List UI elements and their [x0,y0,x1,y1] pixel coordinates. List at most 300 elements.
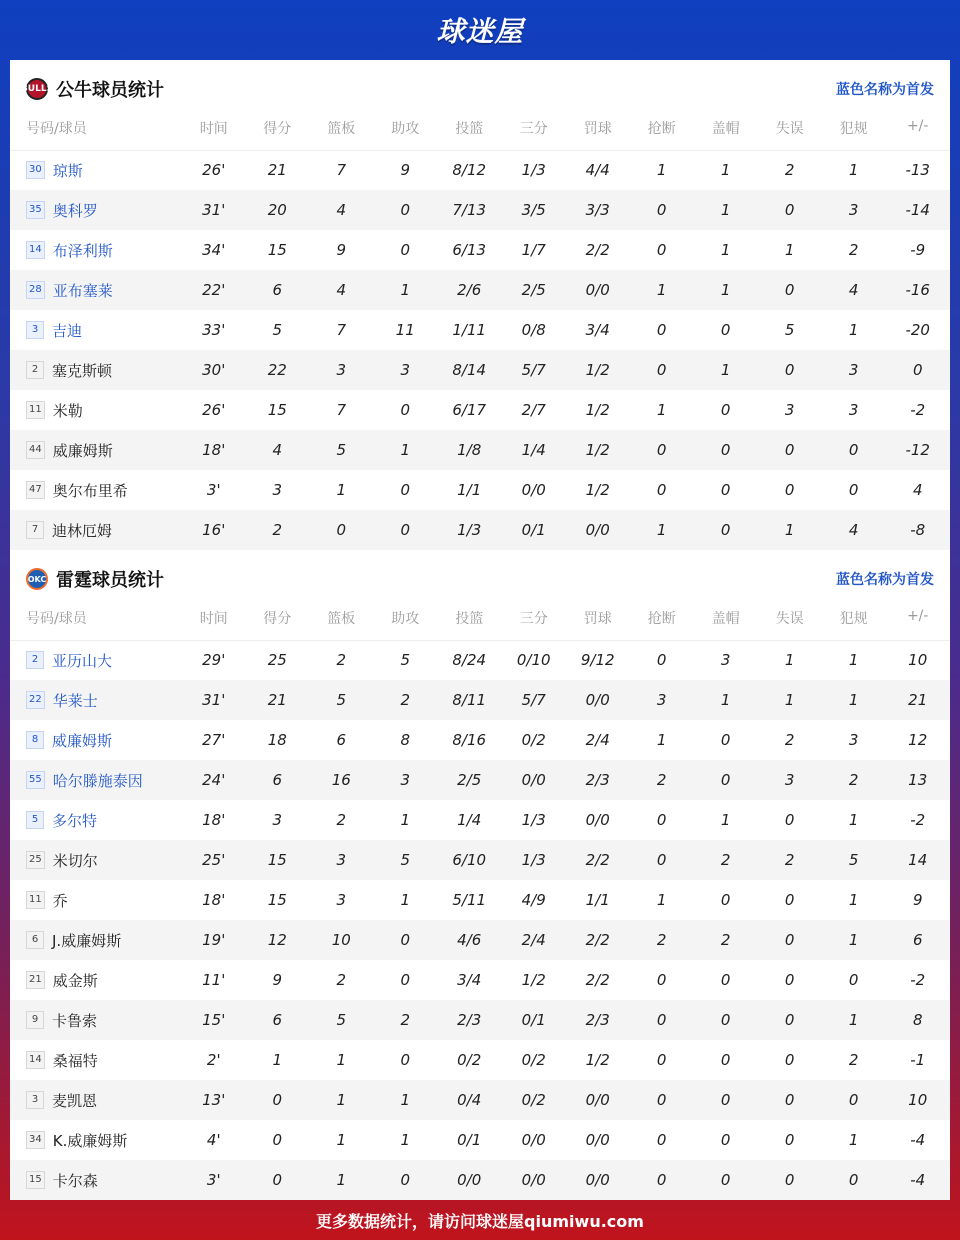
stat-cell: 25 [267,651,287,670]
player-name[interactable]: 卡尔森 [52,1171,98,1190]
jersey-number: 34 [26,1131,45,1149]
player-name[interactable]: 多尔特 [52,811,98,830]
stat-cell: 26' [202,401,226,419]
player-name[interactable]: 塞克斯顿 [52,361,113,380]
stat-cell: 1 [694,190,757,230]
column-header: 犯规 [822,118,885,150]
stat-cell: 0 [784,481,795,499]
stat-cell: 0/0 [521,1131,546,1149]
stat-cell: 0 [694,1000,757,1040]
column-header: 得分 [246,118,309,150]
stat-cell: 1 [822,680,885,720]
stat-cell: 0 [720,401,731,419]
stat-cell: 1 [656,731,667,749]
stat-cell: 2 [848,241,859,259]
bulls-section-header [10,60,950,118]
column-header: 犯规 [822,608,885,640]
stat-cell: 0/0 [501,760,566,800]
player-name[interactable]: J.威廉姆斯 [52,931,122,950]
stat-cell: 6 [246,1000,309,1040]
stat-cell: 5/7 [501,680,566,720]
table-row [10,510,950,550]
stat-cell: 0 [373,1160,436,1200]
stat-cell: 5 [822,840,885,880]
stat-cell: 0 [656,971,667,989]
player-name[interactable]: 米勒 [52,401,83,420]
stat-cell: 1/3 [437,510,502,550]
column-header: +/- [885,118,950,150]
stat-cell: 3/5 [501,190,566,230]
stat-cell: 1/3 [501,840,566,880]
stat-cell: 2 [336,811,346,829]
stat-cell: 0 [784,891,795,909]
stat-cell: 8/24 [452,651,487,670]
stat-cell: 1 [272,1051,283,1069]
stat-cell: 4/9 [521,891,546,909]
player-name[interactable]: 乔 [52,891,68,910]
stat-cell: 0 [400,481,410,499]
table-row [10,1160,950,1200]
stat-cell: 1 [336,481,346,499]
thunder-title-text: 雷霆球员统计 [56,570,164,591]
player-cell [10,760,182,800]
jersey-number: 9 [26,1011,44,1029]
stat-cell: 0 [694,1080,757,1120]
stat-cell: 15' [182,1000,245,1040]
stat-cell: 8/12 [452,161,487,180]
stat-cell: 2 [694,920,757,960]
stat-cell: 9 [912,891,923,909]
stat-cell: 21 [885,680,950,720]
stat-cell: 18' [182,430,245,470]
stat-cell: 4 [246,430,309,470]
stat-cell: 21 [246,680,309,720]
stat-cell: 0/0 [501,1160,566,1200]
stat-cell: 0 [822,1160,885,1200]
stat-cell: -12 [885,430,950,470]
stat-cell: 2/3 [566,760,629,800]
stat-cell: 8/11 [437,680,502,720]
stat-cell: 2/3 [566,1000,629,1040]
table-row [10,640,950,680]
stat-cell: 0 [272,1131,283,1149]
player-cell [10,310,182,350]
table-row [10,470,950,510]
stat-cell: 1 [373,1080,436,1120]
stat-cell: 2 [848,1051,859,1069]
stat-cell: 27' [202,731,226,749]
stat-cell: 0 [656,811,667,829]
table-row [10,350,950,390]
jersey-number: 3 [26,1091,44,1109]
stat-cell: 8/14 [437,350,502,390]
stat-cell: 2/5 [501,270,566,310]
stat-cell: 22' [182,270,245,310]
stat-cell: 1 [784,651,795,670]
stat-cell: 0/0 [566,270,629,310]
stat-cell: 13' [182,1080,245,1120]
stat-cell: 1 [656,891,667,909]
stat-cell: 0 [757,350,822,390]
player-cell [10,190,182,230]
stat-cell: 1 [848,161,859,180]
stat-cell: 0/0 [437,1160,502,1200]
table-row [10,680,950,720]
stat-cell: 1 [373,430,436,470]
stat-cell: 3/4 [585,321,610,339]
stat-cell: 1 [848,1131,859,1149]
column-header: 抢断 [629,608,694,640]
player-cell [10,270,182,310]
stat-cell: 0 [400,401,410,419]
stat-cell: 3/3 [566,190,629,230]
column-header: 时间 [182,608,245,640]
stat-cell: 3 [848,401,859,419]
stat-cell: 2 [822,760,885,800]
stat-cell: 0/1 [501,510,566,550]
stat-cell: 29' [202,651,226,670]
stat-cell: 0 [656,321,667,339]
player-cell [10,680,182,720]
stat-cell: 6/17 [452,401,487,419]
stat-cell: 2' [206,1051,221,1069]
stat-cell: 25' [182,840,245,880]
stat-cell: 4 [309,270,374,310]
stat-cell: 33' [202,321,226,339]
stat-cell: -8 [885,510,950,550]
player-name[interactable]: 威金斯 [52,971,98,990]
stat-cell: 1 [656,161,667,180]
column-header: 失误 [757,118,822,150]
stat-cell: 1/3 [521,161,546,180]
stat-cell: 3 [373,350,436,390]
stat-cell: 0 [720,321,731,339]
player-cell [10,800,182,840]
table-row [10,1120,950,1160]
stat-cell: 24' [182,760,245,800]
player-name[interactable]: 威廉姆斯 [52,441,113,460]
stat-cell: 0/0 [566,680,629,720]
stat-cell: 10 [908,651,928,670]
player-name[interactable]: 亚历山大 [52,651,113,670]
player-cell [10,230,182,270]
jersey-number: 3 [26,321,44,339]
thunder-header-row [10,608,950,640]
stat-cell: 18 [267,731,287,749]
stat-cell: 3 [757,760,822,800]
stat-cell: 9 [400,161,410,180]
stat-cell: 2 [629,760,694,800]
starter-note: 蓝色名称为首发 [836,572,934,588]
player-cell [10,1120,182,1160]
stat-cell: 0 [629,190,694,230]
stat-cell: 2/2 [566,920,629,960]
stat-cell: 1 [629,510,694,550]
stat-cell: -9 [910,241,926,259]
jersey-number: 21 [26,971,45,989]
stat-cell: 0/0 [521,481,546,499]
stat-cell: 1 [784,241,795,259]
stat-cell: 1/1 [585,891,610,909]
column-header: 得分 [246,608,309,640]
stat-cell: 0 [885,350,950,390]
stat-cell: 2 [336,651,346,670]
stat-cell: 0 [373,920,436,960]
player-name[interactable]: K.威廉姆斯 [52,1131,128,1150]
stat-cell: 4/4 [585,161,610,180]
stat-cell: 13 [885,760,950,800]
stat-cell: 0 [629,350,694,390]
player-name[interactable]: 亚布塞莱 [52,281,113,300]
stat-cell: 3 [822,190,885,230]
player-cell [10,880,182,920]
stat-cell: 10 [885,1080,950,1120]
player-name[interactable]: 奥科罗 [52,201,98,220]
stat-cell: 21 [267,161,287,180]
player-name[interactable]: 吉迪 [52,321,83,340]
table-row [10,920,950,960]
table-row [10,150,950,190]
stat-cell: 0 [656,1131,667,1149]
player-name[interactable]: 华莱士 [52,691,98,710]
player-name[interactable]: 奥尔布里希 [52,481,128,500]
stat-cell: 3 [720,651,731,670]
jersey-number: 14 [26,1051,45,1069]
stat-cell: 0 [694,430,757,470]
stat-cell: 1 [373,270,436,310]
stat-cell: 3/4 [457,971,482,989]
stat-cell: 0 [309,510,374,550]
stat-cell: 1/4 [501,430,566,470]
column-header: 助攻 [373,118,436,150]
stat-cell: 11 [395,321,415,339]
stat-cell: 0/1 [501,1000,566,1040]
stat-cell: 16' [182,510,245,550]
player-name[interactable]: 米切尔 [52,851,98,870]
stat-cell: 5 [309,1000,374,1040]
stat-cell: 30' [182,350,245,390]
stat-cell: 10 [309,920,374,960]
stat-cell: 0 [720,481,731,499]
stat-cell: 26' [202,161,226,180]
stat-cell: 0 [694,760,757,800]
table-row [10,1080,950,1120]
stat-cell: 0 [784,971,795,989]
stat-cell: 0 [757,190,822,230]
stat-cell: 7 [336,161,346,180]
table-row [10,430,950,470]
jersey-number: 44 [26,441,45,459]
stat-cell: 1 [309,1160,374,1200]
stat-cell: 0 [784,811,795,829]
player-name[interactable]: 威廉姆斯 [52,731,113,750]
stat-cell: 0 [656,651,667,670]
jersey-number: 47 [26,481,45,499]
stat-cell: 0 [629,1080,694,1120]
player-cell [10,1000,182,1040]
stat-cell: 2 [629,920,694,960]
stat-cell: 0/0 [585,1131,610,1149]
stat-cell: 2 [373,680,436,720]
stat-cell: 0/0 [566,1160,629,1200]
player-cell [10,720,182,760]
stat-cell: 2/7 [521,401,546,419]
thunder-table-body [10,640,950,1200]
stat-cell: 1/7 [521,241,546,259]
column-header: 罚球 [566,118,629,150]
stat-cell: 8 [885,1000,950,1040]
table-row [10,310,950,350]
table-row [10,390,950,430]
stat-cell: 2/5 [437,760,502,800]
table-row [10,880,950,920]
stat-cell: 5/11 [452,891,487,909]
table-row [10,720,950,760]
stat-cell: 1 [848,891,859,909]
footer-link[interactable]: 更多数据统计，请访问球迷屋qiumiwu.com [316,1211,644,1231]
stat-cell: 3' [206,481,221,499]
stat-cell: 0 [656,241,667,259]
player-name[interactable]: 哈尔滕施泰因 [52,771,143,790]
column-header: 篮板 [309,608,374,640]
stat-cell: -2 [910,401,926,419]
player-cell [10,390,182,430]
stat-cell: 1 [400,811,410,829]
thunder-logo-icon: OKC [26,568,48,590]
stat-cell: 1/2 [585,401,610,419]
stat-cell: 9 [336,241,346,259]
stat-cell: 2 [373,1000,436,1040]
column-header: 盖帽 [694,608,757,640]
stat-cell: 1 [694,680,757,720]
stat-cell: 4' [206,1131,221,1149]
stat-cell: 6 [336,731,346,749]
stat-cell: 6 [246,270,309,310]
stat-cell: 1 [309,1080,374,1120]
stat-cell: -14 [885,190,950,230]
stat-cell: 9 [272,971,283,989]
stat-cell: 4/6 [437,920,502,960]
stat-cell: 0 [757,270,822,310]
stat-cell: 22 [246,350,309,390]
bulls-section-title [20,76,164,102]
bulls-stats-card [10,60,950,550]
stat-cell: 2 [757,840,822,880]
stat-cell: 1 [720,241,731,259]
jersey-number: 11 [26,401,45,419]
stat-cell: 0 [757,1080,822,1120]
stat-cell: 4 [309,190,374,230]
jersey-number: 14 [26,241,45,259]
thunder-section-header [10,550,950,608]
jersey-number: 2 [26,651,44,669]
player-name[interactable]: 桑福特 [52,1051,98,1070]
stat-cell: 2/3 [437,1000,502,1040]
stat-cell: 7/13 [437,190,502,230]
player-cell [10,430,182,470]
stat-cell: 12 [246,920,309,960]
stat-cell: 19' [182,920,245,960]
column-header: 号码/球员 [10,118,182,150]
stat-cell: 1/2 [566,430,629,470]
jersey-number: 7 [26,521,44,539]
player-cell [10,470,182,510]
stat-cell: 0 [246,1160,309,1200]
stat-cell: 3 [272,811,283,829]
stat-cell: 3 [629,680,694,720]
stat-cell: 1/2 [585,481,610,499]
player-cell [10,840,182,880]
stat-cell: 3 [309,840,374,880]
stat-cell: 14 [885,840,950,880]
stat-cell: 5 [784,321,795,339]
column-header: 时间 [182,118,245,150]
stat-cell: 0 [656,1051,667,1069]
stat-cell: 2/2 [585,241,610,259]
stat-cell: 1/1 [457,481,482,499]
stat-cell: 18' [202,891,226,909]
stat-cell: 7 [336,401,346,419]
stat-cell: 20 [246,190,309,230]
player-name[interactable]: 迪林厄姆 [52,521,113,540]
stat-cell: 1 [720,811,731,829]
stat-cell: 4 [822,510,885,550]
stat-cell: 0/8 [521,321,546,339]
stat-cell: 0 [784,1051,795,1069]
stat-cell: 0 [757,430,822,470]
jersey-number: 6 [26,931,44,949]
stat-cell: 0/0 [566,1080,629,1120]
stat-cell: 2 [784,161,795,180]
stat-cell: 2/4 [501,920,566,960]
player-name[interactable]: 布泽利斯 [52,241,113,260]
stat-cell: 1 [694,270,757,310]
stat-cell: 2/4 [585,731,610,749]
stat-cell: -13 [905,161,930,180]
table-row [10,190,950,230]
stat-cell: 0 [757,1000,822,1040]
stat-cell: 0 [694,1160,757,1200]
stat-cell: 1/2 [521,971,546,989]
jersey-number: 15 [26,1171,45,1189]
stat-cell: -20 [905,321,930,339]
stat-cell: 5 [272,321,283,339]
stat-cell: 1/2 [585,1051,610,1069]
stat-cell: 0 [848,481,859,499]
column-header: 三分 [501,608,566,640]
stat-cell: 5 [309,680,374,720]
stat-cell: 6/10 [437,840,502,880]
stat-cell: 4 [912,481,923,499]
player-name[interactable]: 麦凯恩 [52,1091,98,1110]
stat-cell: 6 [885,920,950,960]
stat-cell: 0 [822,1080,885,1120]
table-row [10,230,950,270]
stat-cell: 2 [784,731,795,749]
jersey-number: 8 [26,731,44,749]
column-header: 助攻 [373,608,436,640]
stat-cell: 0 [400,1051,410,1069]
stat-cell: 0/10 [516,651,551,670]
stat-cell: 0 [720,1131,731,1149]
stat-cell: 1/2 [566,350,629,390]
stat-cell: 9/12 [580,651,615,670]
player-name[interactable]: 琼斯 [52,161,83,180]
table-row [10,1040,950,1080]
player-name[interactable]: 卡鲁索 [52,1011,98,1030]
stat-cell: 8/16 [452,731,487,749]
stat-cell: 0 [848,971,859,989]
